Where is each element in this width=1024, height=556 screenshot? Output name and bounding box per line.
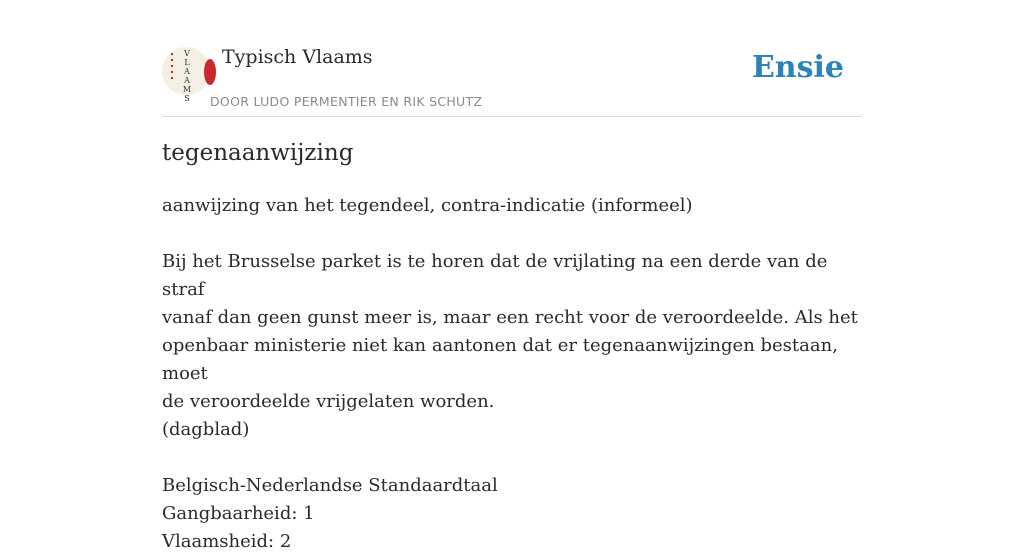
logo-decoration [171,53,173,81]
site-title-link[interactable]: Typisch Vlaams [222,46,373,68]
header [162,0,862,117]
entry-content [162,192,862,556]
vlaamsheid-label: Vlaamsheid: 2 [162,531,292,552]
example-source: (dagblad) [162,419,250,440]
example-line: de veroordeelde vrijgelaten worden. [162,391,495,412]
entry-card [162,0,862,552]
entry-term: tegenaanwijzing [162,140,354,166]
example-line: openbaar ministerie niet kan aantonen dat er tegenaanwijzingen bestaan, moet [162,335,838,384]
logo-red-accent [204,59,216,85]
example-line: Bij het Brusselse parket is te horen dat de vrijlating na een derde van de straf [162,251,828,300]
example-line: vanaf dan geen gunst meer is, maar een recht voor de veroordeelde. Als het [162,307,858,328]
ensie-brand-link[interactable]: Ensie [751,50,844,85]
entry-definition: aanwijzing van het tegendeel, contra-indicatie (informeel) [162,195,693,216]
language-label: Belgisch-Nederlandse Standaardtaal [162,475,498,496]
typisch-vlaams-logo[interactable] [162,47,210,103]
logo-letters: V L A A M S [182,49,192,103]
byline: DOOR LUDO PERMENTIER EN RIK SCHUTZ [210,94,483,109]
gangbaarheid-label: Gangbaarheid: 1 [162,503,315,524]
